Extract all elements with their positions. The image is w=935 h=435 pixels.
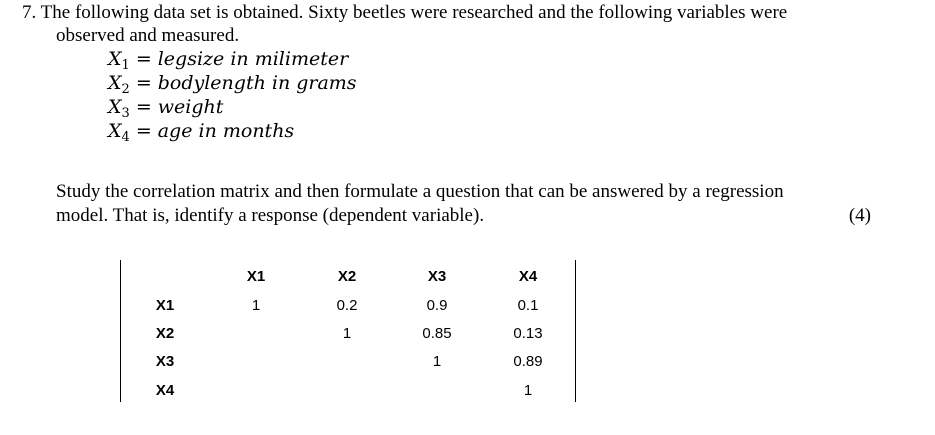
question-line-1: 7. The following data set is obtained. Sixty beetles were researched and the following variables were: [22, 2, 788, 23]
matrix-cell-x2-x2: 1: [342, 325, 352, 342]
equals-sign: =: [135, 96, 152, 118]
row-header-x4: X4: [155, 382, 175, 399]
correlation-matrix: [120, 260, 576, 402]
variable-x4: [108, 120, 294, 145]
equals-sign: =: [135, 48, 152, 70]
variable-subscript: 1: [121, 58, 130, 73]
variable-subscript: 3: [121, 106, 130, 121]
row-header-x3: X3: [155, 353, 175, 370]
col-header-x2: X2: [337, 268, 357, 285]
variable-description: weight: [157, 96, 224, 118]
instruction-line-2: model. That is, identify a response (dependent variable).: [56, 205, 485, 226]
variable-symbol: X: [108, 72, 122, 94]
variable-x3: [108, 96, 223, 121]
col-header-x3: X3: [427, 268, 447, 285]
matrix-cell-x4-x4: 1: [523, 382, 533, 399]
matrix-cell-x3-x4: 0.89: [513, 353, 543, 370]
marks-label: (4): [848, 205, 871, 226]
variable-symbol: X: [108, 48, 122, 70]
matrix-cell-x1-x2: 0.2: [336, 297, 358, 314]
question-line-2: observed and measured.: [56, 25, 240, 46]
matrix-cell-x2-x3: 0.85: [422, 325, 452, 342]
variable-x1: [108, 48, 348, 73]
row-header-x2: X2: [155, 325, 175, 342]
variable-description: legsize in milimeter: [157, 48, 349, 70]
variable-description: bodylength in grams: [157, 72, 357, 94]
variable-subscript: 4: [121, 130, 130, 145]
matrix-cell-x1-x3: 0.9: [426, 297, 448, 314]
variable-symbol: X: [108, 120, 122, 142]
equals-sign: =: [135, 72, 152, 94]
equals-sign: =: [135, 120, 152, 142]
row-header-x1: X1: [155, 297, 175, 314]
variable-subscript: 2: [121, 82, 130, 97]
col-header-x1: X1: [246, 268, 266, 285]
matrix-cell-x2-x4: 0.13: [513, 325, 543, 342]
variable-description: age in months: [157, 120, 295, 142]
instruction-line-1: Study the correlation matrix and then formulate a question that can be answered by a regression: [56, 181, 784, 202]
variable-symbol: X: [108, 96, 122, 118]
matrix-cell-x1-x4: 0.1: [517, 297, 539, 314]
col-header-x4: X4: [518, 268, 538, 285]
matrix-cell-x1-x1: 1: [251, 297, 261, 314]
matrix-cell-x3-x3: 1: [432, 353, 442, 370]
variable-x2: [108, 72, 357, 97]
